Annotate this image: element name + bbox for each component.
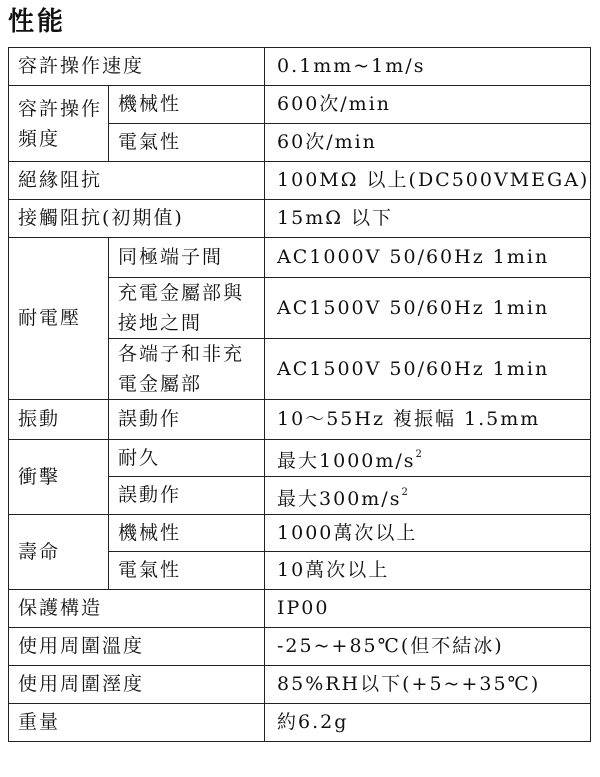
spec-sublabel: 電氣性 [109, 124, 265, 162]
spec-label: 使用周圍溫度 [9, 628, 265, 666]
table-row [9, 515, 591, 552]
spec-sublabel: 耐久 [109, 440, 265, 477]
spec-label: 衝擊 [9, 440, 109, 515]
exponent: 2 [415, 449, 424, 460]
spec-sublabel: 機械性 [109, 86, 265, 124]
table-row [9, 590, 591, 628]
spec-sublabel: 各端子和非充電金屬部 [109, 339, 265, 400]
page-title: 性能 [8, 7, 67, 37]
spec-label: 絕緣阻抗 [9, 162, 265, 200]
spec-sublabel: 誤動作 [109, 400, 265, 440]
spec-value: 最大1000m/s [277, 450, 416, 472]
spec-label: 容許操作頻度 [9, 86, 109, 162]
spec-sublabel: 誤動作 [109, 477, 265, 515]
spec-label: 容許操作速度 [9, 48, 265, 86]
table-row [9, 162, 591, 200]
spec-value: AC1500V 50/60Hz 1min [265, 278, 591, 339]
spec-value: -25~+85℃(但不結冰) [265, 628, 591, 666]
spec-label: 壽命 [9, 515, 109, 590]
spec-label: 接觸阻抗(初期值) [9, 200, 265, 238]
spec-label: 耐電壓 [9, 238, 109, 400]
spec-value: 0.1mm~1m/s [265, 48, 591, 86]
table-row [9, 628, 591, 666]
spec-sublabel: 充電金屬部與接地之間 [109, 278, 265, 339]
spec-value: 85%RH以下(+5~+35℃) [265, 666, 591, 704]
spec-value: 最大300m/s [277, 487, 402, 510]
spec-label: 振動 [9, 400, 109, 440]
table-row [9, 666, 591, 704]
spec-label: 使用周圍溼度 [9, 666, 265, 704]
table-row [9, 238, 591, 278]
table-row [9, 704, 591, 742]
spec-value: 100MΩ 以上(DC500VMEGA) [265, 162, 591, 200]
spec-value-cell [265, 440, 591, 477]
spec-label: 保護構造 [9, 590, 265, 628]
table-row [9, 440, 591, 477]
spec-value: IP00 [265, 590, 591, 628]
table-row [9, 200, 591, 238]
spec-value: AC1500V 50/60Hz 1min [265, 339, 591, 400]
spec-value-cell [265, 477, 591, 515]
exponent: 2 [401, 486, 410, 498]
spec-value: 1000萬次以上 [265, 515, 591, 552]
spec-value: 600次/min [265, 86, 591, 124]
spec-value: AC1000V 50/60Hz 1min [265, 238, 591, 278]
table-row [9, 400, 591, 440]
spec-value: 10～55Hz 複振幅 1.5mm [265, 400, 591, 440]
spec-value: 約6.2g [265, 704, 591, 742]
spec-table [8, 47, 591, 742]
spec-sublabel: 電氣性 [109, 552, 265, 590]
spec-value: 60次/min [265, 124, 591, 162]
spec-sublabel: 機械性 [109, 515, 265, 552]
spec-value: 10萬次以上 [265, 552, 591, 590]
table-row [9, 86, 591, 124]
spec-value: 15mΩ 以下 [265, 200, 591, 238]
spec-sublabel: 同極端子間 [109, 238, 265, 278]
table-row [9, 48, 591, 86]
spec-label: 重量 [9, 704, 265, 742]
